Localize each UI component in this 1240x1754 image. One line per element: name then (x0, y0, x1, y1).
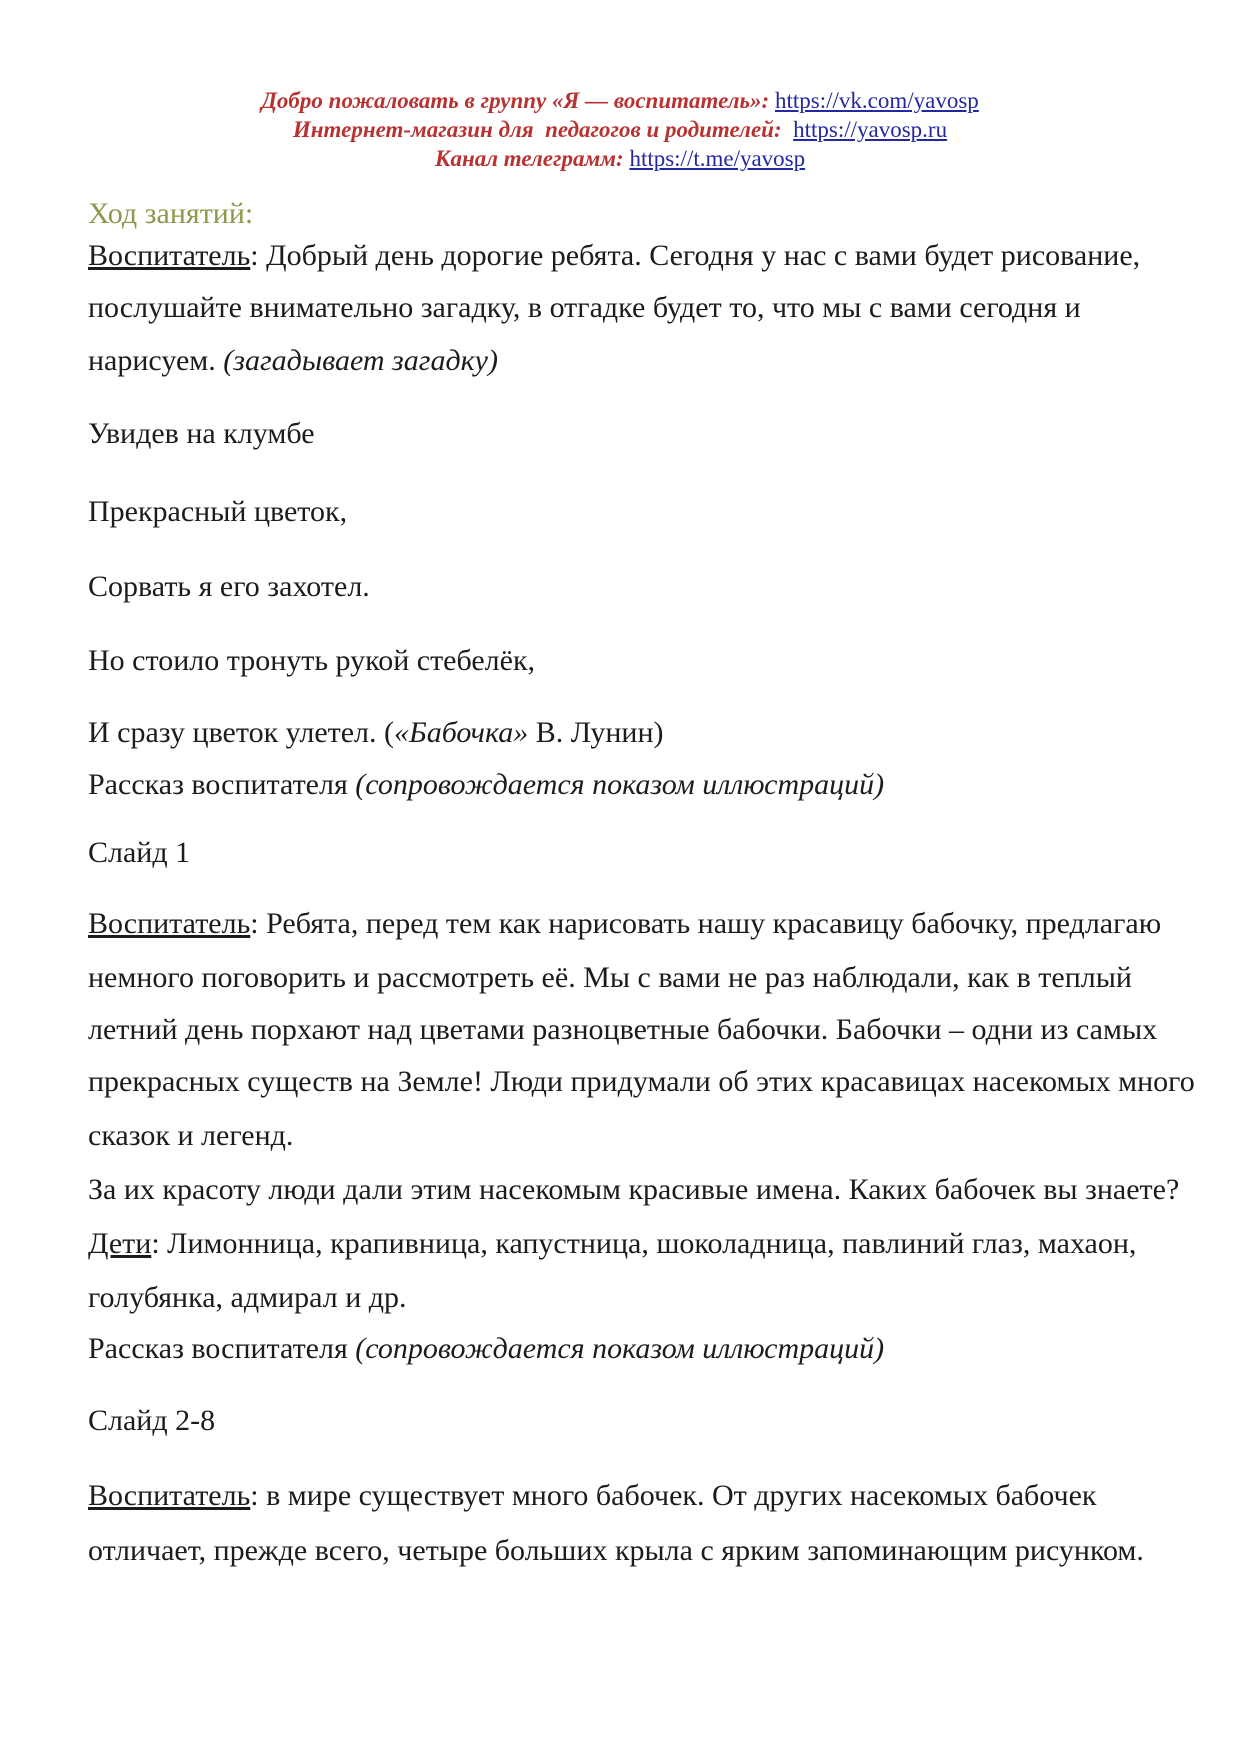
shop-link[interactable]: https://yavosp.ru (793, 117, 948, 142)
promo-label-vk: Добро пожаловать в группу «Я — воспитатель»: (261, 88, 775, 113)
text-segment: Прекрасный цветок, (88, 495, 348, 528)
poem-title: «Бабочка» (394, 716, 529, 749)
text-segment: послушайте внимательно загадку, в отгадке будет то, что мы с вами сегодня и (88, 291, 1081, 324)
stage-direction: (сопровождается показом иллюстраций) (355, 1332, 885, 1365)
promo-label-telegram: Канал телеграмм: (434, 146, 630, 171)
speaker-teacher: Воспитатель (88, 239, 251, 272)
teacher-talk-line-3 (88, 1012, 1157, 1048)
riddle-line-4 (88, 643, 535, 679)
teacher-story-note-2 (88, 1331, 884, 1367)
teacher-intro-line-1 (88, 238, 1140, 274)
speaker-children: Дети (88, 1227, 152, 1260)
text-segment: Слайд 1 (88, 836, 191, 869)
promo-line-shop (0, 115, 1240, 144)
children-answer-line-1 (88, 1226, 1136, 1262)
promo-line-telegram (0, 144, 1240, 173)
teacher-talk-line-4 (88, 1064, 1195, 1100)
children-answer-line-2 (88, 1280, 407, 1316)
text-segment: : Лимонница, крапивница, капустница, шоколадница, павлиний глаз, махаон, (151, 1227, 1137, 1260)
text-segment: Увидев на клумбе (88, 417, 315, 450)
text-segment: немного поговорить и рассмотреть её. Мы с вами не раз наблюдали, как в теплый (88, 961, 1132, 994)
riddle-line-5 (88, 715, 664, 751)
teacher-talk-line-5 (88, 1118, 293, 1154)
text-segment: Но стоило тронуть рукой стебелёк, (88, 644, 536, 677)
text-segment: : Ребята, перед тем как нарисовать нашу красавицу бабочку, предлагаю (250, 907, 1162, 940)
slide-1-label (88, 835, 190, 871)
riddle-line-1 (88, 416, 315, 452)
text-segment: Слайд 2-8 (88, 1404, 216, 1437)
text-segment: летний день порхают над цветами разноцветные бабочки. Бабочки – одни из самых (88, 1013, 1158, 1046)
promo-label-shop: Интернет-магазин для педагогов и родителей: (292, 117, 794, 142)
text-segment: прекрасных существ на Земле! Люди придумали об этих красавицах насекомых много (88, 1065, 1195, 1098)
promo-header (0, 86, 1240, 173)
text-segment: Рассказ воспитателя (88, 768, 356, 801)
teacher-talk-line-1 (88, 906, 1161, 942)
text-segment: За их красоту люди дали этим насекомым красивые имена. Каких бабочек вы знаете? (88, 1173, 1180, 1206)
teacher-wings-line-2 (88, 1533, 1144, 1569)
text-segment: нарисуем. (88, 344, 224, 377)
text-segment: голубянка, адмирал и др. (88, 1281, 407, 1314)
lesson-flow-heading: Ход занятий: (88, 197, 254, 230)
vk-group-link[interactable]: https://vk.com/yavosp (774, 88, 979, 113)
teacher-intro-line-2 (88, 290, 1081, 326)
poem-author: В. Лунин) (528, 716, 664, 749)
text-segment: : в мире существует много бабочек. От других насекомых бабочек (250, 1479, 1097, 1512)
stage-direction: (сопровождается показом иллюстраций) (355, 768, 885, 801)
text-segment: отличает, прежде всего, четыре больших крыла с ярким запоминающим рисунком. (88, 1534, 1144, 1567)
text-segment: Рассказ воспитателя (88, 1332, 356, 1365)
text-segment: Сорвать я его захотел. (88, 570, 370, 603)
teacher-story-note-1 (88, 767, 884, 803)
speaker-teacher: Воспитатель (88, 907, 251, 940)
speaker-teacher: Воспитатель (88, 1479, 251, 1512)
teacher-talk-line-2 (88, 960, 1132, 996)
text-segment: сказок и легенд. (88, 1119, 294, 1152)
telegram-link[interactable]: https://t.me/yavosp (629, 146, 806, 171)
teacher-question-line (88, 1172, 1179, 1208)
teacher-wings-line-1 (88, 1478, 1097, 1514)
riddle-line-3 (88, 569, 370, 605)
text-segment: И сразу цветок улетел. ( (88, 716, 395, 749)
slide-2-8-label (88, 1403, 215, 1439)
text-segment: : Добрый день дорогие ребята. Сегодня у нас с вами будет рисование, (250, 239, 1141, 272)
teacher-intro-line-3 (88, 343, 498, 379)
riddle-line-2 (88, 494, 347, 530)
stage-direction: (загадывает загадку) (223, 344, 498, 377)
promo-line-vk (0, 86, 1240, 115)
